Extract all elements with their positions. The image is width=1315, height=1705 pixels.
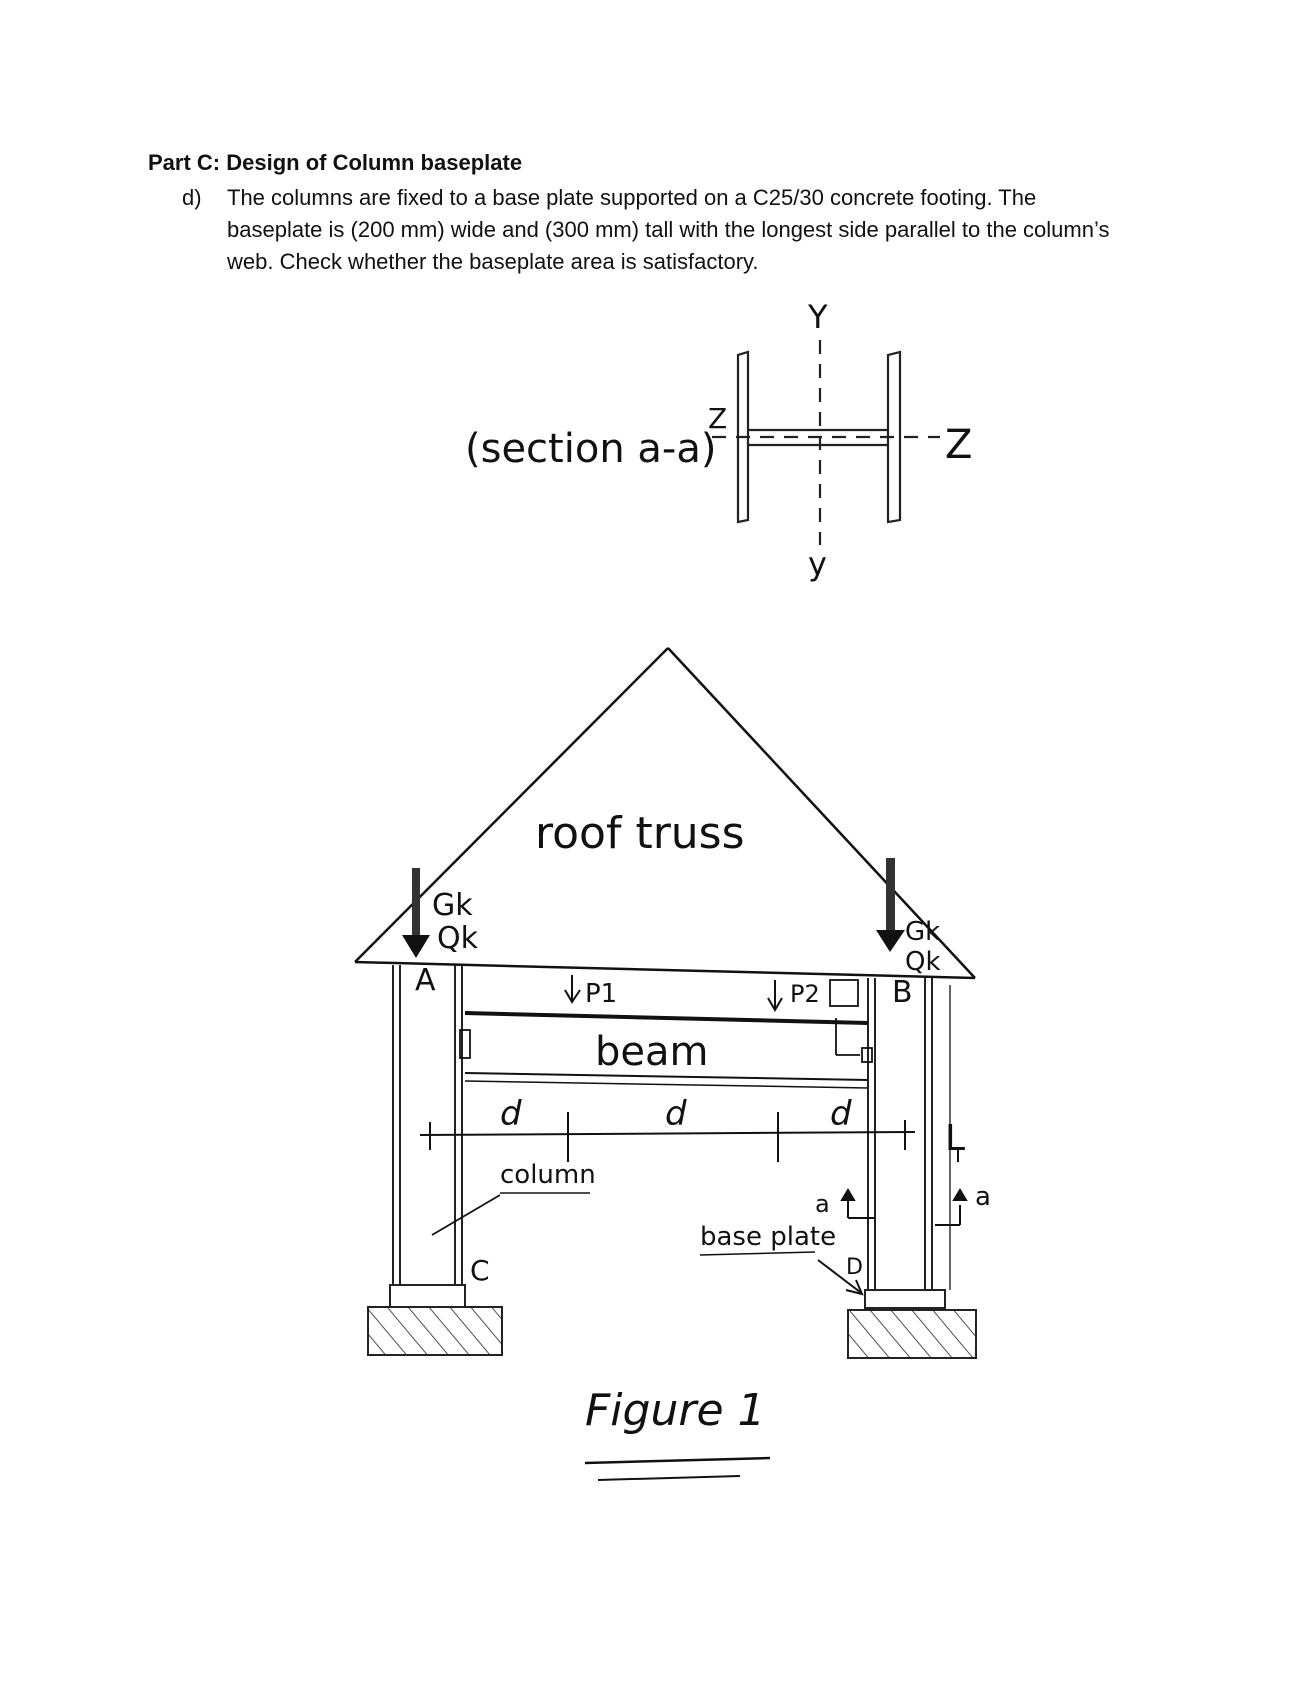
roof-truss-label: roof truss [535,808,745,859]
axis-z-left: Z [708,402,728,435]
node-a: A [415,963,436,998]
load-right-qk: Qk [905,947,941,977]
section-label: (section a-a) [465,426,717,472]
caption-underline-1 [585,1458,770,1463]
part-heading: Part C: Design of Column baseplate [148,150,523,175]
section-mark-a-left: a [815,1190,830,1218]
column-left [393,965,462,1285]
truss-bottom-chord [355,962,975,978]
baseplate-right [865,1290,945,1308]
dim-l: L [945,1118,966,1159]
section-sketch [712,340,940,545]
load-arrow-right [876,858,905,952]
figure-caption: Figure 1 [585,1385,766,1436]
dim-d-2: d [665,1094,687,1134]
truss-left-rafter [355,648,668,962]
dim-d-1: d [500,1094,522,1134]
baseplate-label: base plate [700,1222,837,1252]
question-text: The columns are fixed to a base plate supported on a C25/30 concrete footing. The baseplate is (200 mm) wide and (300 mm) tall with the longest side parallel to the column’s web. Check whether the baseplate area is satisfactory. [227,185,1110,274]
baseplate-underline [700,1252,815,1255]
node-b: B [892,975,913,1010]
load-p2: P2 [790,980,820,1008]
load-arrow-left [402,868,430,958]
column-right [868,978,932,1290]
point-c: C [470,1254,490,1287]
column-label: column [500,1160,596,1190]
axis-y-bottom: y [808,545,827,583]
section-mark-a-right: a [975,1182,991,1212]
load-left-qk: Qk [437,921,478,956]
load-right-gk: Gk [905,917,941,947]
beam-label: beam [595,1029,709,1075]
point-load-p2 [768,980,782,1010]
dim-d-3: d [830,1094,852,1134]
section-mark-left [842,1190,875,1218]
load-left-gk: Gk [432,888,473,923]
axis-y-top: Y [808,298,828,336]
baseplate-left [390,1285,465,1307]
point-d: D [846,1255,863,1280]
load-p1: P1 [585,979,618,1009]
question-number: d) [182,185,202,210]
caption-underline-2 [598,1476,740,1480]
point-load-p1 [565,975,580,1002]
footing-right [848,1310,976,1358]
axis-z-right: Z [945,422,973,468]
column-leader [432,1195,500,1235]
footing-left [368,1307,502,1355]
